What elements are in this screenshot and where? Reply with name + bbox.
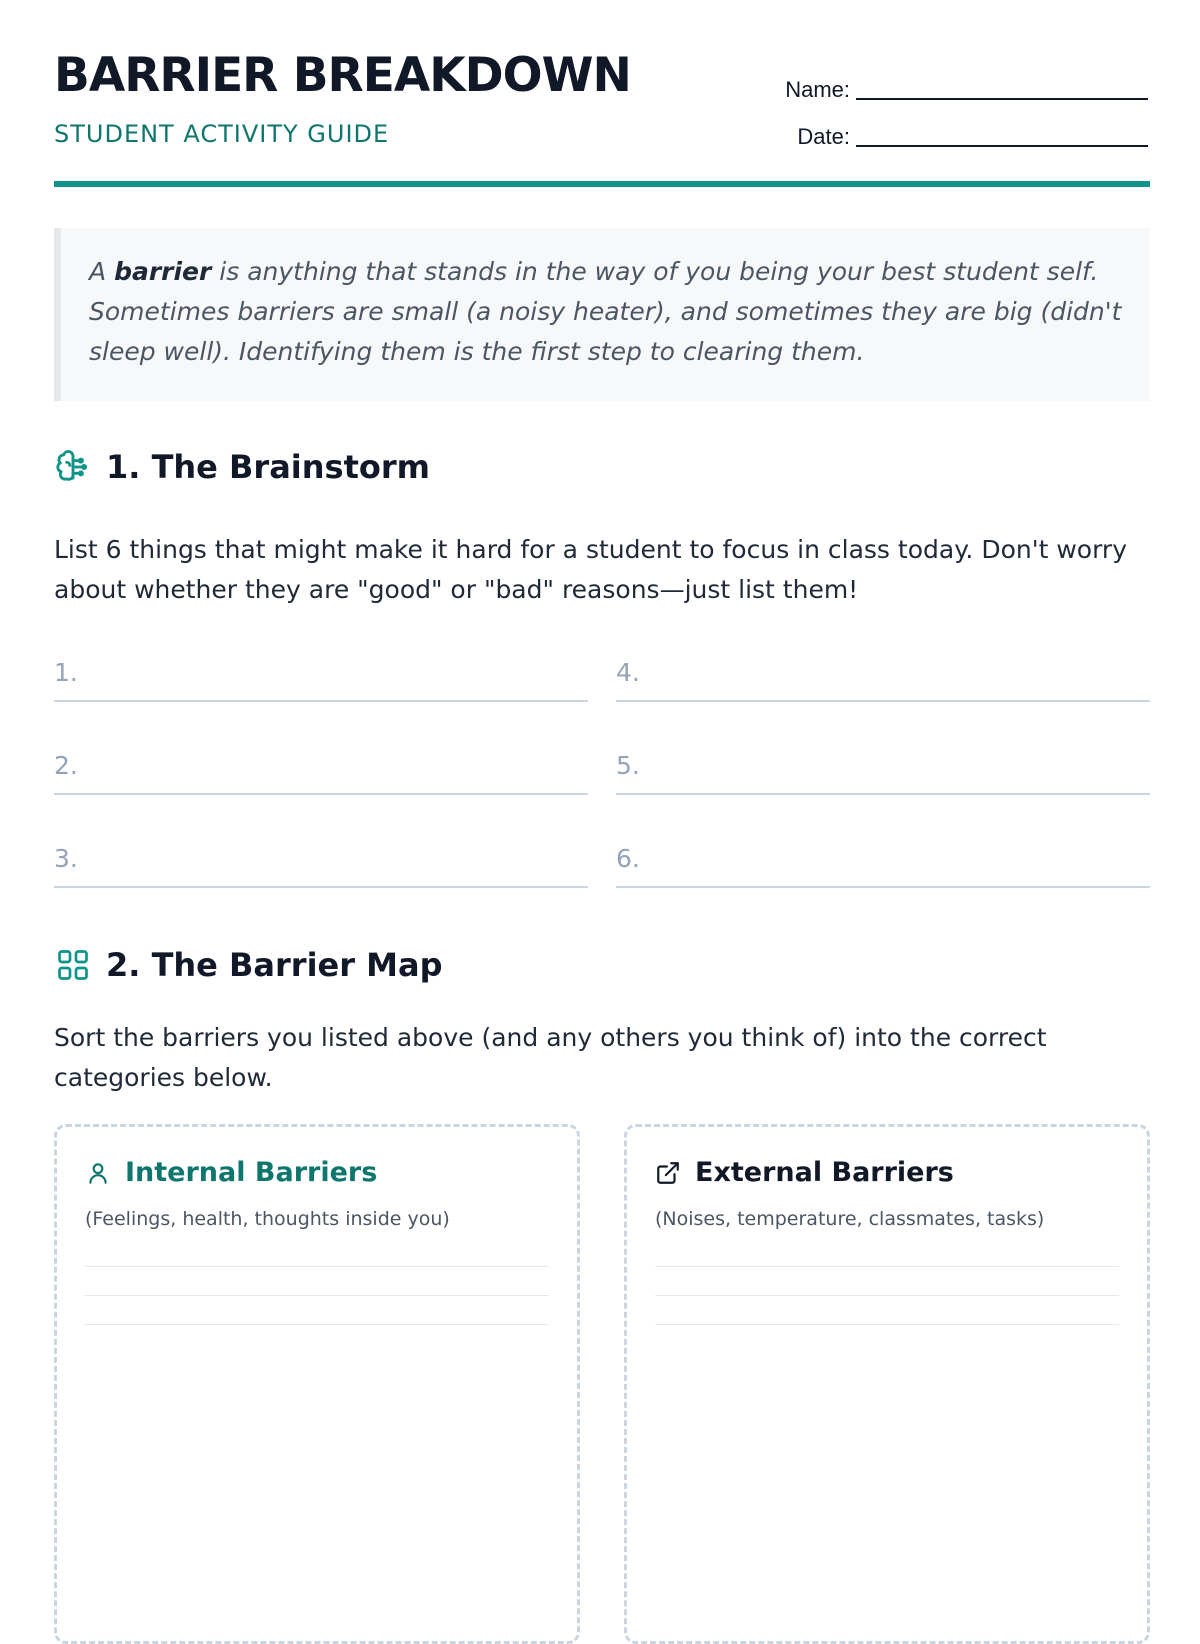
write-line[interactable]: [85, 1238, 549, 1267]
internal-barriers-box[interactable]: [54, 1124, 580, 1644]
section-map-header: [54, 946, 443, 984]
intro-bold-term: barrier: [114, 257, 212, 286]
section-brainstorm-instructions: List 6 things that might make it hard for a student to focus in class today. Don't worry about whether they are "good" or "bad" reasons—just list them!: [54, 535, 1127, 604]
brain-icon: [54, 448, 92, 486]
name-row: [728, 56, 1148, 103]
internal-barriers-header: [85, 1157, 549, 1188]
external-write-lines: [655, 1238, 1119, 1325]
write-line[interactable]: [85, 1267, 549, 1296]
brainstorm-line-2[interactable]: 2.: [54, 733, 588, 795]
brainstorm-line-1[interactable]: 1.: [54, 640, 588, 702]
external-barriers-title: External Barriers: [695, 1157, 954, 1188]
user-icon: [85, 1160, 111, 1186]
internal-write-lines: [85, 1238, 549, 1325]
intro-text-rest: is anything that stands in the way of you being your best student self. Sometimes barriers are small (a noisy heater), and sometimes they are big (didn't sleep well). Identifying them is the first step to clearing them.: [89, 257, 1122, 366]
brainstorm-line-4[interactable]: 4.: [616, 640, 1150, 702]
section-brainstorm-title: 1. The Brainstorm: [106, 448, 430, 486]
brainstorm-line-3[interactable]: 3.: [54, 826, 588, 888]
brainstorm-line-5[interactable]: 5.: [616, 733, 1150, 795]
student-info: [728, 56, 1148, 150]
internal-barriers-subtitle: (Feelings, health, thoughts inside you): [85, 1208, 450, 1230]
date-label: Date:: [797, 124, 850, 149]
external-barriers-header: [655, 1157, 1119, 1188]
section-map-title: 2. The Barrier Map: [106, 946, 443, 984]
external-barriers-subtitle: (Noises, temperature, classmates, tasks): [655, 1208, 1045, 1230]
date-field[interactable]: [856, 125, 1148, 147]
write-line[interactable]: [655, 1238, 1119, 1267]
date-row: [728, 103, 1148, 150]
intro-callout: [54, 228, 1150, 401]
brainstorm-line-6[interactable]: 6.: [616, 826, 1150, 888]
write-line[interactable]: [85, 1296, 549, 1325]
write-line[interactable]: [655, 1267, 1119, 1296]
external-link-icon: [655, 1160, 681, 1186]
page-title: BARRIER BREAKDOWN: [54, 48, 631, 103]
write-line[interactable]: [655, 1296, 1119, 1325]
section-map-instructions: Sort the barriers you listed above (and any others you think of) into the correct categories below.: [54, 1023, 1047, 1092]
name-label: Name:: [785, 77, 850, 102]
external-barriers-box[interactable]: [624, 1124, 1150, 1644]
page-subtitle: STUDENT ACTIVITY GUIDE: [54, 120, 390, 148]
intro-text-start: A: [89, 257, 115, 286]
internal-barriers-title: Internal Barriers: [125, 1157, 378, 1188]
header-divider: [54, 181, 1150, 187]
section-brainstorm-header: [54, 448, 430, 486]
grid-icon: [54, 946, 92, 984]
name-field[interactable]: [856, 78, 1148, 100]
